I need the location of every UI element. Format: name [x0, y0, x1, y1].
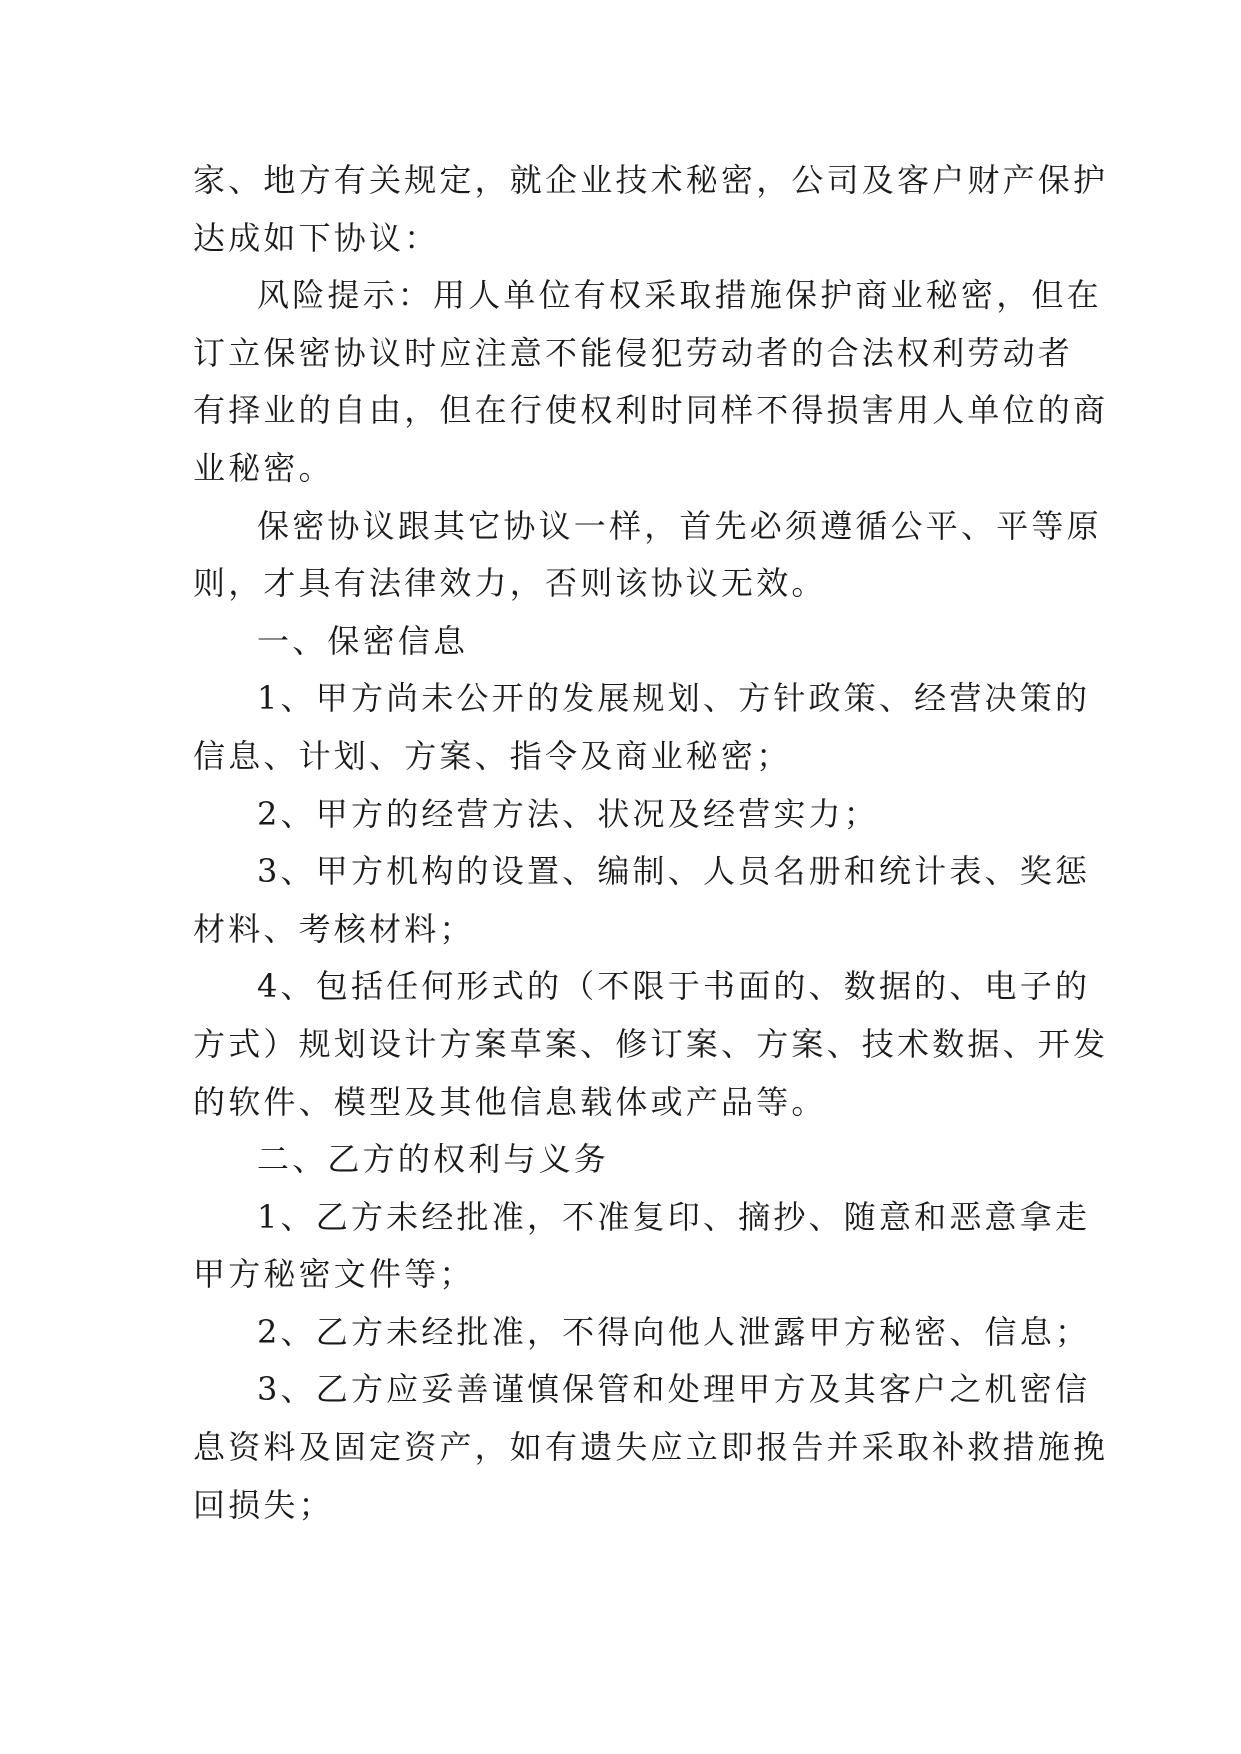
text-line: 则，才具有法律效力，否则该协议无效。 [193, 564, 827, 603]
text-line: 方式）规划设计方案草案、修订案、方案、技术数据、开发 [193, 1024, 1109, 1063]
text-line: 3、甲方机构的设置、编制、人员名册和统计表、奖惩 [257, 852, 1091, 891]
text-line: 订立保密协议时应注意不能侵犯劳动者的合法权利劳动者 [193, 333, 1074, 372]
text-line: 的软件、模型及其他信息载体或产品等。 [193, 1082, 827, 1121]
section-heading: 二、乙方的权利与义务 [257, 1140, 610, 1179]
text-line: 甲方秘密文件等； [193, 1255, 475, 1294]
text-line: 达成如下协议： [193, 218, 440, 257]
text-line: 家、地方有关规定，就企业技术秘密，公司及客户财产保护 [193, 161, 1109, 199]
text-line: 业秘密。 [193, 448, 334, 487]
text-line: 1、乙方未经批准，不准复印、摘抄、随意和恶意拿走 [257, 1197, 1091, 1236]
text-line: 信息、计划、方案、指令及商业秘密； [193, 736, 792, 775]
section-heading: 一、保密信息 [257, 621, 469, 660]
text-line: 息资料及固定资产，如有遗失应立即报告并采取补救措施挽 [193, 1428, 1109, 1467]
document-body [193, 152, 1109, 1534]
text-line: 材料、考核材料； [193, 909, 475, 948]
text-line: 3、乙方应妥善谨慎保管和处理甲方及其客户之机密信 [257, 1370, 1091, 1409]
text-line: 2、乙方未经批准，不得向他人泄露甲方秘密、信息； [257, 1312, 1091, 1351]
text-line: 风险提示：用人单位有权采取措施保护商业秘密，但在 [257, 276, 1102, 315]
text-line: 1、甲方尚未公开的发展规划、方针政策、经营决策的 [257, 679, 1091, 718]
text-line: 有择业的自由，但在行使权利时同样不得损害用人单位的商 [193, 391, 1109, 430]
text-line: 4、包括任何形式的（不限于书面的、数据的、电子的 [257, 967, 1091, 1006]
text-line: 回损失； [193, 1485, 334, 1524]
text-line: 保密协议跟其它协议一样，首先必须遵循公平、平等原 [257, 506, 1102, 545]
text-line: 2、甲方的经营方法、状况及经营实力； [257, 794, 879, 833]
